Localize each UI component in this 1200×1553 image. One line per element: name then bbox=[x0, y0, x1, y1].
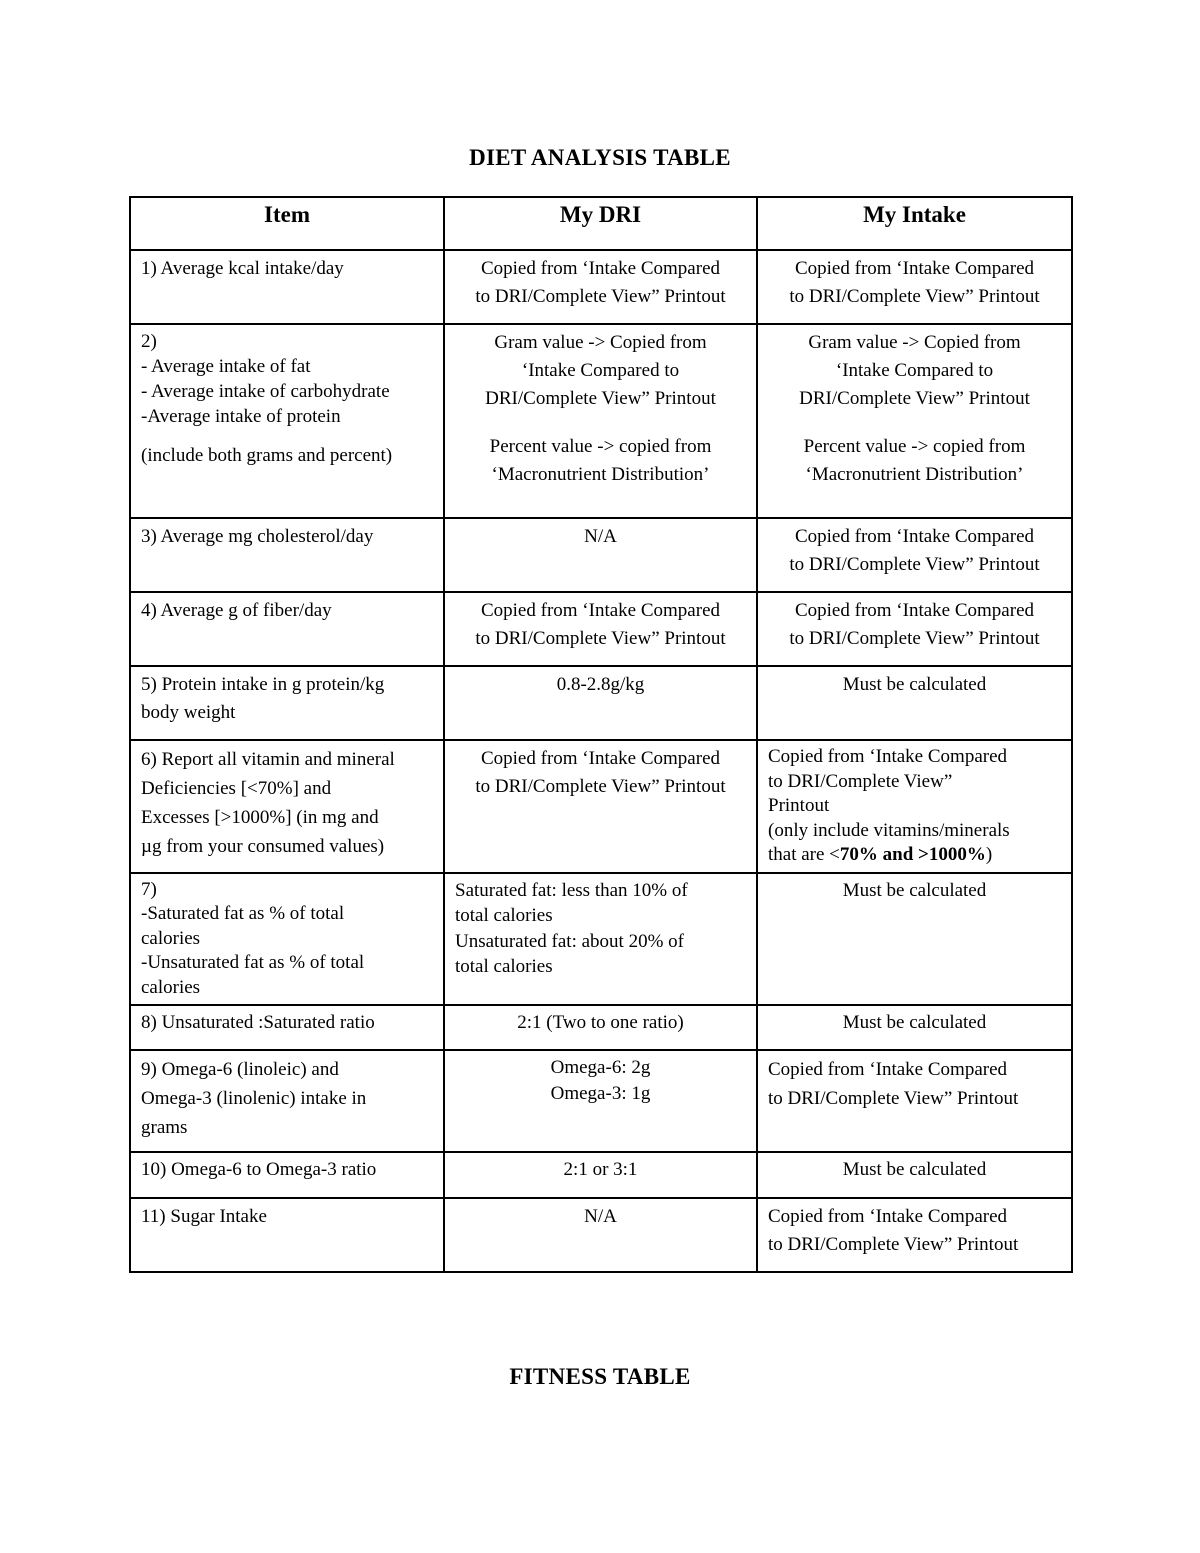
row-1-item: 1) Average kcal intake/day bbox=[130, 250, 444, 324]
row-10-intake: Must be calculated bbox=[757, 1152, 1072, 1198]
row-10-dri: 2:1 or 3:1 bbox=[444, 1152, 757, 1198]
row-10-item: 10) Omega-6 to Omega-3 ratio bbox=[130, 1152, 444, 1198]
diet-analysis-title: DIET ANALYSIS TABLE bbox=[469, 145, 731, 170]
row-11-intake: Copied from ‘Intake Compared to DRI/Complete View” Printout bbox=[757, 1198, 1072, 1272]
row-9-dri: Omega-6: 2g Omega-3: 1g bbox=[444, 1050, 757, 1152]
row-6-intake: Copied from ‘Intake Compared to DRI/Complete View” Printout (only include vitamins/minerals that are <70% and >1000%) bbox=[757, 740, 1072, 873]
table-row bbox=[130, 666, 1072, 740]
row-6-dri: Copied from ‘Intake Compared to DRI/Complete View” Printout bbox=[444, 740, 757, 873]
row-8-intake: Must be calculated bbox=[757, 1005, 1072, 1050]
table-row bbox=[130, 518, 1072, 592]
header-my-dri: My DRI bbox=[444, 197, 757, 250]
table-row bbox=[130, 1050, 1072, 1152]
row-2-item: 2) - Average intake of fat - Average intake of carbohydrate -Average intake of protein (include both grams and percent) bbox=[130, 324, 444, 518]
row-3-dri: N/A bbox=[444, 518, 757, 592]
table-row bbox=[130, 1198, 1072, 1272]
row-8-dri: 2:1 (Two to one ratio) bbox=[444, 1005, 757, 1050]
table-row bbox=[130, 1152, 1072, 1198]
row-8-item: 8) Unsaturated :Saturated ratio bbox=[130, 1005, 444, 1050]
header-item: Item bbox=[130, 197, 444, 250]
row-9-item: 9) Omega-6 (linoleic) and Omega-3 (linolenic) intake in grams bbox=[130, 1050, 444, 1152]
row-6-item: 6) Report all vitamin and mineral Deficiencies [<70%] and Excesses [>1000%] (in mg and µg from your consumed values) bbox=[130, 740, 444, 873]
table-row bbox=[130, 740, 1072, 873]
row-4-intake: Copied from ‘Intake Compared to DRI/Complete View” Printout bbox=[757, 592, 1072, 666]
row-3-intake: Copied from ‘Intake Compared to DRI/Complete View” Printout bbox=[757, 518, 1072, 592]
row-11-dri: N/A bbox=[444, 1198, 757, 1272]
row-9-intake: Copied from ‘Intake Compared to DRI/Complete View” Printout bbox=[757, 1050, 1072, 1152]
row-5-item: 5) Protein intake in g protein/kg body weight bbox=[130, 666, 444, 740]
table-row bbox=[130, 250, 1072, 324]
table-header-row bbox=[130, 197, 1072, 250]
row-2-intake: Gram value -> Copied from ‘Intake Compared to DRI/Complete View” Printout Percent value -> copied from ‘Macronutrient Distribution’ bbox=[757, 324, 1072, 518]
row-3-item: 3) Average mg cholesterol/day bbox=[130, 518, 444, 592]
row-11-item: 11) Sugar Intake bbox=[130, 1198, 444, 1272]
row-1-dri: Copied from ‘Intake Compared to DRI/Complete View” Printout bbox=[444, 250, 757, 324]
row-7-dri: Saturated fat: less than 10% of total calories Unsaturated fat: about 20% of total calories bbox=[444, 873, 757, 1006]
row-7-item: 7) -Saturated fat as % of total calories -Unsaturated fat as % of total calories bbox=[130, 873, 444, 1006]
table-row bbox=[130, 1005, 1072, 1050]
header-my-intake: My Intake bbox=[757, 197, 1072, 250]
diet-analysis-table bbox=[129, 196, 1073, 1273]
table-row bbox=[130, 592, 1072, 666]
row-4-dri: Copied from ‘Intake Compared to DRI/Complete View” Printout bbox=[444, 592, 757, 666]
fitness-table-title: FITNESS TABLE bbox=[509, 1364, 691, 1389]
table-row bbox=[130, 873, 1072, 1006]
row-4-item: 4) Average g of fiber/day bbox=[130, 592, 444, 666]
row-7-intake: Must be calculated bbox=[757, 873, 1072, 1006]
row-5-intake: Must be calculated bbox=[757, 666, 1072, 740]
table-row bbox=[130, 324, 1072, 518]
row-5-dri: 0.8-2.8g/kg bbox=[444, 666, 757, 740]
row-1-intake: Copied from ‘Intake Compared to DRI/Complete View” Printout bbox=[757, 250, 1072, 324]
row-2-dri: Gram value -> Copied from ‘Intake Compared to DRI/Complete View” Printout Percent value -> copied from ‘Macronutrient Distribution’ bbox=[444, 324, 757, 518]
